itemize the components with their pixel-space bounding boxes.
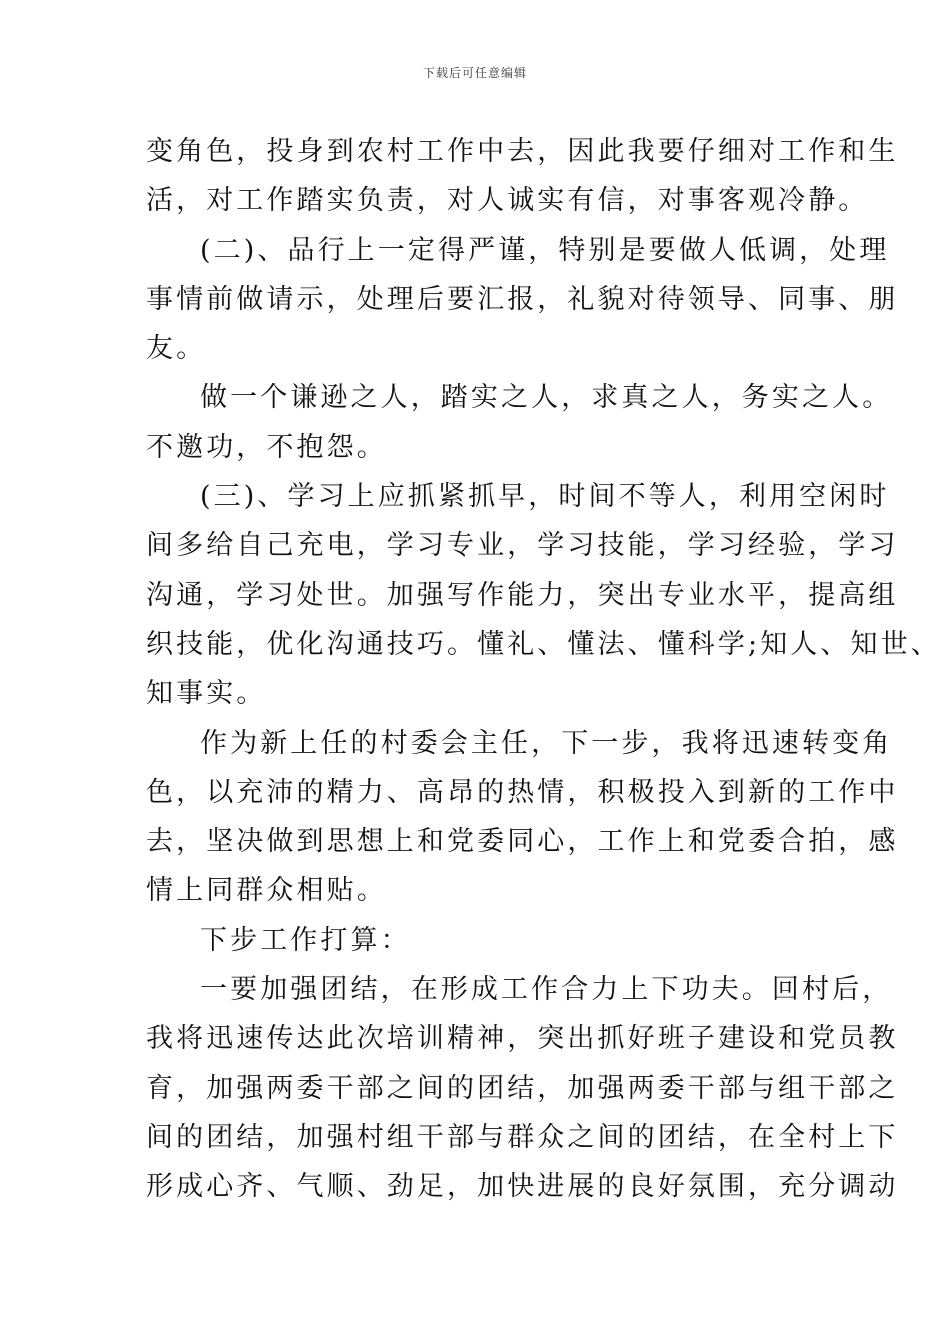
text-line: 做一个谦逊之人，踏实之人，求真之人，务实之人。 bbox=[200, 382, 893, 414]
text-line: 活，对工作踏实负责，对人诚实有信，对事客观冷静。 bbox=[146, 185, 869, 217]
text-line: 织技能，优化沟通技巧。懂礼、懂法、懂科学;知人、知世、 bbox=[146, 628, 941, 660]
text-line: (三)、学习上应抓紧抓早，时间不等人，利用空闲时 bbox=[200, 481, 890, 513]
text-line: 事情前做请示，处理后要汇报，礼貌对待领导、同事、朋 bbox=[146, 283, 899, 315]
text-line: 沟通，学习处世。加强写作能力，突出专业水平，提高组 bbox=[146, 579, 899, 611]
text-line: 下步工作打算： bbox=[200, 924, 411, 956]
page-header: 下载后可任意编辑 bbox=[422, 66, 527, 80]
text-line: 作为新上任的村委会主任，下一步，我将迅速转变角 bbox=[200, 727, 893, 759]
text-line: 情上同群众相贴。 bbox=[146, 875, 387, 907]
text-line: 育，加强两委干部之间的团结，加强两委干部与组干部之 bbox=[146, 1072, 899, 1104]
text-line: 一要加强团结，在形成工作合力上下功夫。回村后， bbox=[200, 974, 893, 1006]
text-line: 我将迅速传达此次培训精神，突出抓好班子建设和党员教 bbox=[146, 1023, 899, 1055]
document-body bbox=[146, 127, 941, 1212]
text-line: 知事实。 bbox=[146, 678, 267, 710]
text-line: 不邀功，不抱怨。 bbox=[146, 431, 387, 463]
text-line: 形成心齐、气顺、劲足，加快进展的良好氛围，充分调动 bbox=[146, 1171, 899, 1203]
text-line: (二)、品行上一定得严谨，特别是要做人低调，处理 bbox=[200, 234, 890, 266]
text-line: 去，坚决做到思想上和党委同心，工作上和党委合拍，感 bbox=[146, 826, 899, 858]
text-line: 友。 bbox=[146, 333, 207, 365]
text-line: 变角色，投身到农村工作中去，因此我要仔细对工作和生 bbox=[146, 136, 899, 167]
text-line: 间多给自己充电，学习专业，学习技能，学习经验，学习 bbox=[146, 530, 899, 562]
text-line: 色，以充沛的精力、高昂的热情，积极投入到新的工作中 bbox=[146, 776, 899, 808]
text-line: 间的团结，加强村组干部与群众之间的团结，在全村上下 bbox=[146, 1121, 899, 1153]
